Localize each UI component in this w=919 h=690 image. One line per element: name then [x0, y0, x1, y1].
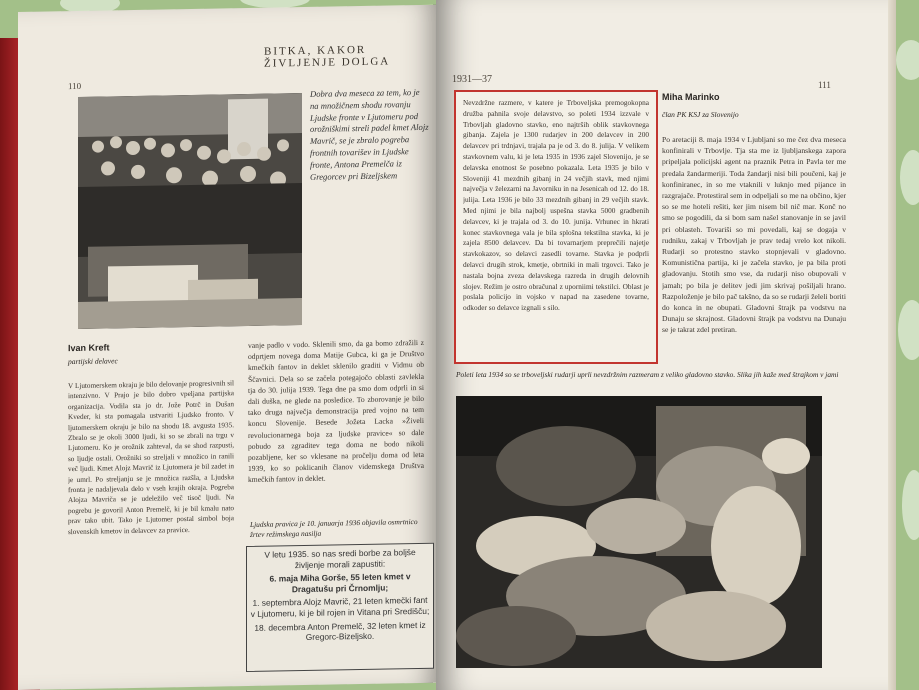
boxed-history-text [454, 90, 658, 364]
notice-line-2: 6. maja Miha Gorše, 55 leten kmet v Dragatušu pri Črnomlju; [269, 571, 411, 595]
right-page-edge [888, 0, 896, 690]
left-page [18, 5, 443, 690]
author-role: član PK KSJ za Slovenijo [662, 110, 739, 119]
mine-strike-photo [456, 396, 822, 668]
author-name: Miha Marinko [662, 92, 720, 102]
tablecloth-dot [902, 470, 919, 540]
notice-line-3: 1. septembra Alojz Mavrič, 21 leten kmečki fant v Ljutomeru, ki je bil rojen in Vitana pri Središču; [250, 595, 430, 619]
notice-caption: Ljudska pravica je 10. januarja 1936 objavila osmrtnico žrtev režimskega nasilja [250, 517, 418, 539]
tablecloth-dot [898, 300, 919, 360]
portrait-role: partijski delavec [68, 356, 118, 367]
right-page-number: 111 [818, 80, 831, 90]
left-column-2-text: vanje padlo v vodo. Sklenili smo, da ga bomo zdražili z odprtjem novega doma Matije Gubca, ki ga je Društvo kmečkih fantov in deklet sklenilo graditi v Vidmu ob Ščavnici. Dela so se začela potegajočo oblasti zavlekla tja do 30. julija 1939. Tega dne pa smo dom odprli in si dali duška, ne glede na posledice. To zborovanje je bilo tako druga največja demonstracija pred vojno na tem koncu Slovenije. Besede Jožeta Lacka »Živeli revolucionarnega boja za ljudske pravice« so dale pobudo za zgraditev tega doma ne bodo nikoli pozabljene, ker so vklesane na pročelju doma od leta 1939, ko so poklicanih članov videmskega Društva kmečkih fantov in deklet. [248, 337, 424, 485]
mine-photo-caption: Poleti leta 1934 so se trboveljski rudarji uprli nevzdržnim razmeram z veliko gladovno stavko. Slika jih kaže med štrajkom v jami [456, 370, 839, 379]
left-column-1-text: V Ljutomerskem okraju je bilo delovanje progresivnih sil intenzivno. V Prajo je bilo dobro vpeljana partijska organizacija. Vodila sta jo dr. Jože Potrč in Dušan Kveder, ki sta pomagala ustvariti Ljudsko fronto. V ljutomerskem okraju je bilo na shodu 18. avgusta 1935. Zbralo se je okoli 3000 ljudi, ki so se zbrali na trgu v Ljutomeru. Ko je orožnik zahteval, da se shod razpusti, so ljudje ostali. Orožniki so streljali v množico in ranili več ljudi. Kmet Alojz Mavrič iz Ljutomera je bil zadet in je umrl. Po streljanju se je množica razšla, a Ljudska fronta je nadaljevala delo v vseh krajih okraja. Pogreba Alojza Mavriča se je udeležilo več tisoč ljudi. Na pogrebu je govoril Anton Premelč, ki je bil kmalu nato prav tako ubit. Tako je Ljutomer postal simbol boja slovenskih kmetov in delavcev za pravice. [68, 379, 234, 536]
tablecloth-dot [900, 150, 919, 205]
obituary-notice [246, 543, 434, 672]
right-page [436, 0, 891, 690]
right-running-head: 1931—37 [452, 74, 492, 85]
tablecloth-dot [896, 40, 919, 80]
left-page-number: 110 [68, 80, 82, 92]
left-running-head: BITKA, KAKOR ŽIVLJENJE DOLGA [264, 43, 391, 70]
notice-line-1: V letu 1935. so nas sredi borbe za boljše življenje morali zapustiti: [264, 547, 416, 570]
boxed-history-paragraph: Nevzdržne razmere, v katere je Trboveljska premogokopna družba pahnila svoje delavstvo, so poleti 1934 izzvale v Trbovljah gladovno stavko, eno najtrših oblik stavkovnega gibanja. Zajela je 1300 rudarjev in 200 delavcev in 200 delavcev pri trdnjavi, trajala pa je od 3. do 8. julija. V velikem stavkovnem valu, ki je leta 1935 in 1936 zajel Slovenijo, je se delavska enotnost še posebno pokazala. Leta 1935 je bilo v Sloveniji 41 mezdnih gibanj in 24 večjih stavk, med njimi največja v železarni na Javorniku in na Jesenicah od 12. do 18. julija. Leta 1936 je bilo 33 mezdnih gibanj in 29 večjih stavk. Med njimi je bila najbolj uspešna stavka 5000 gradbenih delavcev, ki je trajala od 3. do 10. junija. Vrhunec in hkrati konec stavkovnega vala je bila splošna tekstilna stavka, ki je zajela 8500 delavcev. Da bi tovarnarjem preprečili najetje stavkokazov, so delavci zasedli tovarne. Stavka je podprli delavci drugih strok, kmetje, obrtniki in mali trgovci. Tako je nastala bojna zveza delavskega razreda in drugih delovnih slojev. Režim je ostro obračunal z uporniimi tekstilci. Oblast je poslala policijo in vojsko v napad na zasedene tovarne, odkoder so delavce izgnali s silo. [463, 98, 649, 313]
portrait-name: Ivan Kreft [68, 342, 110, 354]
notice-line-4: 18. decembra Anton Premelč, 32 leten kmet iz Gregorc-Bizeljsko. [254, 619, 426, 643]
mine-strike-photo-image [456, 396, 822, 668]
funeral-photo [78, 93, 302, 329]
author-text: Po aretaciji 8. maja 1934 v Ljubljani so me čez dva meseca konfinirali v Trbovlje. Tja sta me iz ljubljanskega zapora pripeljala policijski agent na praznik Petra in Pavla ter me predala žandarmeriji. Toda žandarji nisi bili poučeni, kaj je konfiniranec, in so me vtaknili v luknjo med pijance in razgrajače. Protestiral sem in odpeljali so me na občino, kjer so se me hoteli rešiti, ker jim nisem bil nič mar. Konč no smo se pogodili, da si bom sam našel stanovanje in se javil pri oblasteh. Tovariši so mi povedali, kaj se dogaja v rudniku, zakaj v Trbovljah je prav tedaj vrelo kot nikoli. Rudarji so protestno stavko stopnjevali v gladovno. Komunistična partija, ki je začela stavko, je pa bila proti gladovanju. Stotih smo vse, da rudarji niso obupovali v jamah; po bila je delitev jedi jim skrivaj pošiljali hrano. Razpoloženje je bilo pač takšno, da so se rudarji želeli boriti do konca in ne obupati. Gladovni štrajk pa vodstvu na Dunaju se skrajnost. Gladovni štrajk pa vodstvu na Dunaju se je takrat zdel pretiran. [662, 135, 846, 335]
funeral-photo-caption: Dobra dva meseca za tem, ko je na množičnem shodu rovanju Ljudske fronte v Ljutomeru pod orožniškimi streli padel kmet Alojz Mavrič, se je zbralo pogreba frontnih tovarišev in Ljudske fronte, Antona Premelča iz Gregorcev pri Bizeljskem [310, 86, 429, 182]
funeral-photo-image [78, 93, 302, 329]
